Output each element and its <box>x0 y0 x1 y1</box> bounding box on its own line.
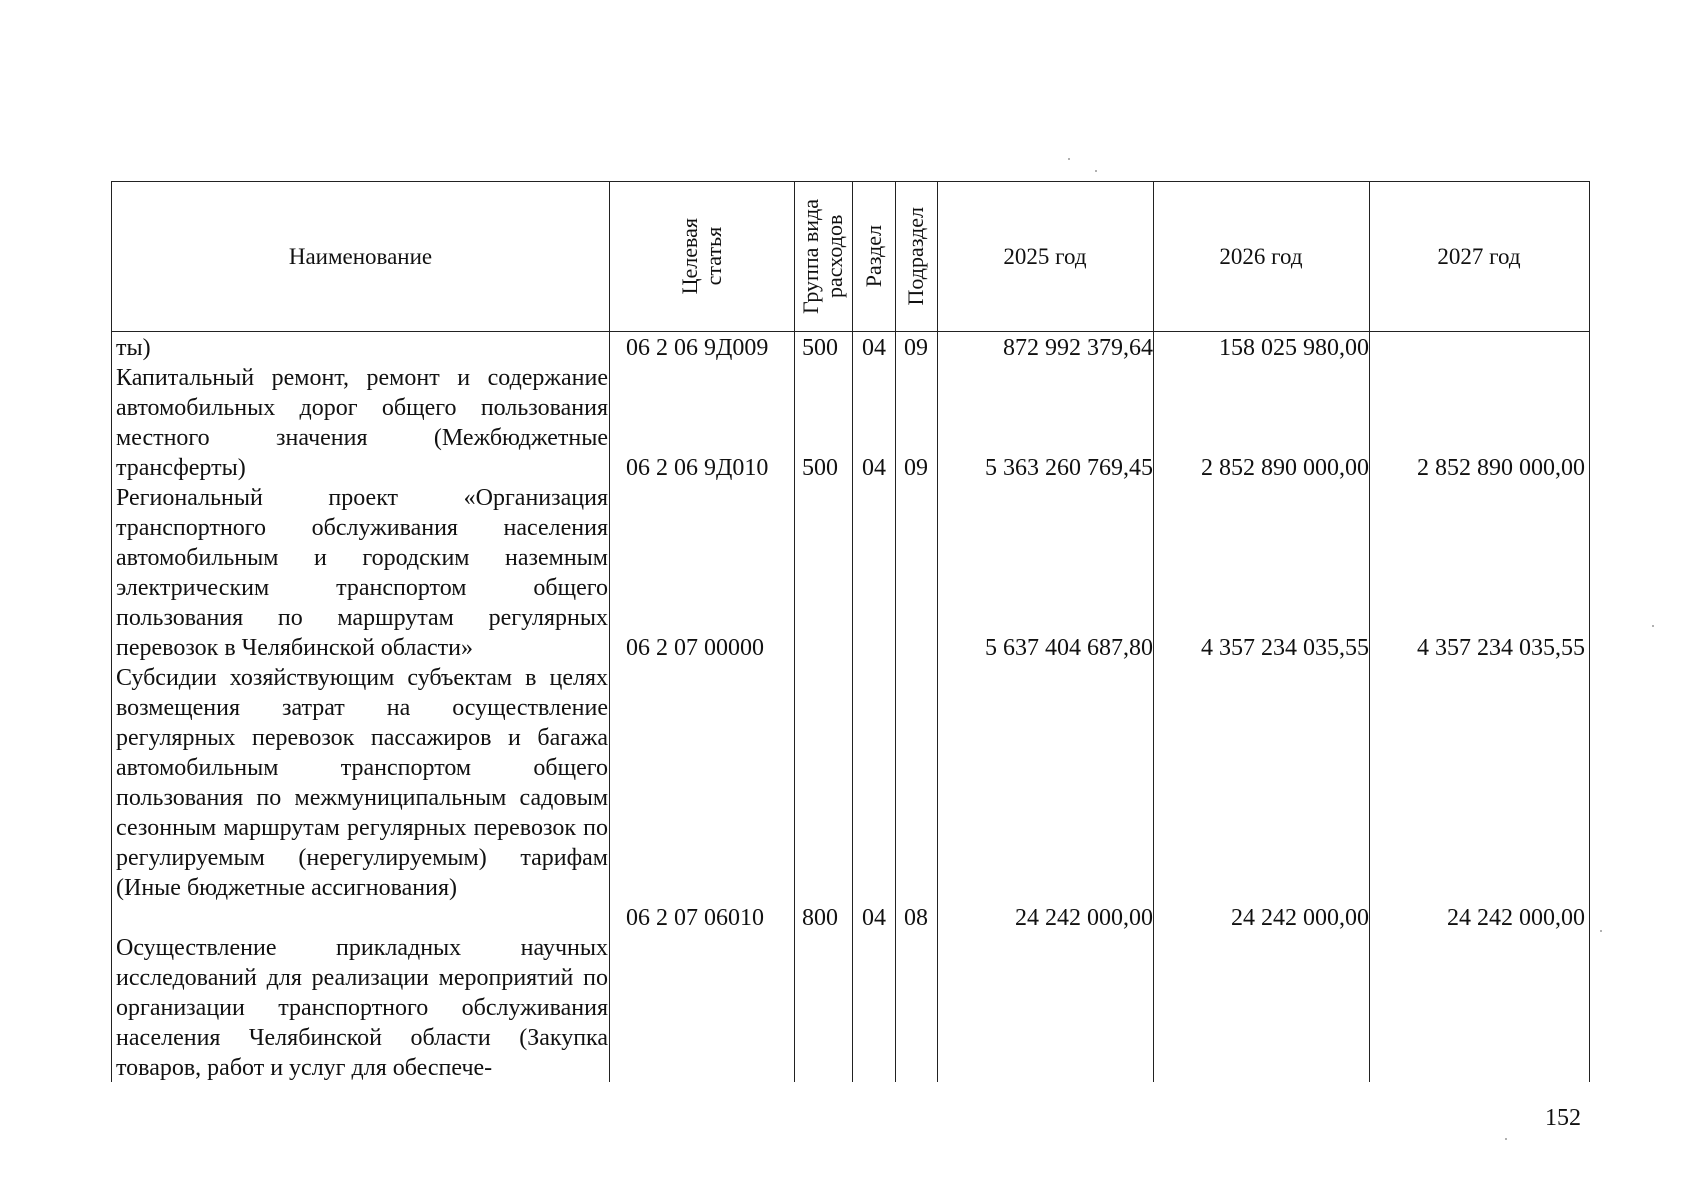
row-subsection: 09 <box>904 335 928 361</box>
header-section-cell <box>852 182 895 331</box>
header-2027: 2027 год <box>1437 243 1521 269</box>
row-code: 06 2 06 9Д010 <box>626 455 769 481</box>
row-group: 800 <box>802 905 838 931</box>
scan-speck <box>1068 158 1070 160</box>
header-target: Целевая статья <box>676 218 726 295</box>
scan-speck <box>1600 930 1602 932</box>
header-2026: 2026 год <box>1219 243 1303 269</box>
row-group: 500 <box>802 335 838 361</box>
header-target-cell <box>609 182 794 331</box>
row-code: 06 2 07 00000 <box>626 635 764 661</box>
row-2025: 5 637 404 687,80 <box>985 635 1153 661</box>
row-2026: 24 242 000,00 <box>1231 905 1369 931</box>
scan-speck <box>1095 170 1097 172</box>
budget-table <box>111 181 1590 1082</box>
row-subsection: 08 <box>904 905 928 931</box>
row-2025: 24 242 000,00 <box>1015 905 1153 931</box>
header-subsection-cell <box>895 182 937 331</box>
row-name: Региональный проект «Организация транспортного обслуживания населения автомобильным и городским наземным электрическим транспортом общего пользования по маршрутам регулярных перевозок в Челябинской области» <box>116 485 608 661</box>
scan-speck <box>1505 1138 1507 1140</box>
header-group-cell <box>794 182 852 331</box>
row-name: ты) <box>116 335 151 361</box>
row-2027: 2 852 890 000,00 <box>1417 455 1585 481</box>
row-2026: 2 852 890 000,00 <box>1201 455 1369 481</box>
row-section: 04 <box>862 455 886 481</box>
row-name: Осуществление прикладных научных исследований для реализации мероприятий по организации транспортного обслуживания населения Челябинской области (Закупка товаров, работ и услуг для обеспече- <box>116 935 608 1081</box>
row-code: 06 2 06 9Д009 <box>626 335 769 361</box>
row-2026: 4 357 234 035,55 <box>1201 635 1369 661</box>
header-section: Раздел <box>860 225 886 288</box>
row-subsection: 09 <box>904 455 928 481</box>
row-2026: 158 025 980,00 <box>1219 335 1369 361</box>
row-section: 04 <box>862 905 886 931</box>
row-2027: 24 242 000,00 <box>1447 905 1585 931</box>
row-2027: 4 357 234 035,55 <box>1417 635 1585 661</box>
page-number: 152 <box>1545 1105 1581 1131</box>
row-section: 04 <box>862 335 886 361</box>
row-2025: 5 363 260 769,45 <box>985 455 1153 481</box>
header-name: Наименование <box>288 243 433 269</box>
row-name: Капитальный ремонт, ремонт и содержание автомобильных дорог общего пользования местного значения (Межбюджетные трансферты) <box>116 365 608 481</box>
header-2025: 2025 год <box>1003 243 1087 269</box>
header-divider <box>112 331 1589 332</box>
header-group: Группа вида расходов <box>798 199 847 314</box>
row-2025: 872 992 379,64 <box>1003 335 1153 361</box>
header-subsection: Подраздел <box>903 207 928 306</box>
row-code: 06 2 07 06010 <box>626 905 764 931</box>
row-group: 500 <box>802 455 838 481</box>
row-name: Субсидии хозяйствующим субъектам в целях возмещения затрат на осуществление регулярных перевозок пассажиров и багажа автомобильным транспортом общего пользования по межмуниципальным садовым сезонным маршрутам регулярных перевозок по регулируемым (нерегулируемым) тарифам (Иные бюджетные ассигнования) <box>116 665 608 901</box>
scan-speck <box>1652 625 1654 627</box>
